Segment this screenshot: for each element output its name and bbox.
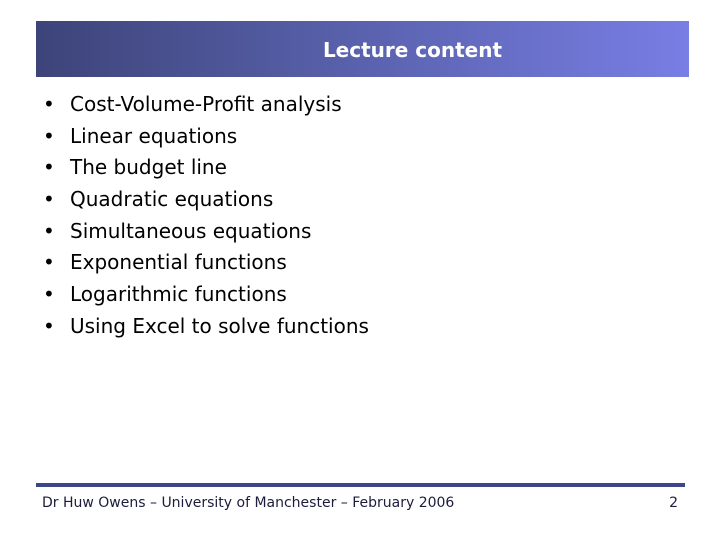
- list-item: [43, 250, 369, 282]
- list-item: [43, 124, 369, 156]
- bullet-text: Logarithmic functions: [70, 282, 287, 307]
- bullet-icon: •: [43, 282, 55, 307]
- bullet-icon: •: [43, 313, 55, 338]
- bullet-text: Quadratic equations: [70, 187, 274, 212]
- list-item: [43, 92, 369, 124]
- bullet-icon: •: [43, 123, 55, 148]
- footer-divider: [36, 483, 685, 487]
- list-item: [43, 187, 369, 219]
- list-item: [43, 314, 369, 346]
- bullet-list: [43, 92, 369, 346]
- bullet-icon: •: [43, 187, 55, 212]
- footer-text: Dr Huw Owens – University of Manchester – February 2006: [42, 495, 455, 511]
- bullet-text: Using Excel to solve functions: [70, 313, 369, 338]
- bullet-text: Cost-Volume-Profit analysis: [70, 92, 342, 116]
- bullet-icon: •: [43, 92, 55, 116]
- bullet-text: Linear equations: [70, 123, 238, 148]
- bullet-text: The budget line: [70, 155, 227, 180]
- bullet-icon: •: [43, 250, 55, 275]
- page-number: 2: [669, 495, 678, 511]
- list-item: [43, 155, 369, 187]
- bullet-text: Simultaneous equations: [70, 218, 312, 243]
- slide-title: Lecture content: [322, 38, 503, 62]
- list-item: [43, 282, 369, 314]
- bullet-icon: •: [43, 155, 55, 180]
- bullet-icon: •: [43, 218, 55, 243]
- list-item: [43, 219, 369, 251]
- bullet-text: Exponential functions: [70, 250, 287, 275]
- title-bar: [36, 21, 689, 77]
